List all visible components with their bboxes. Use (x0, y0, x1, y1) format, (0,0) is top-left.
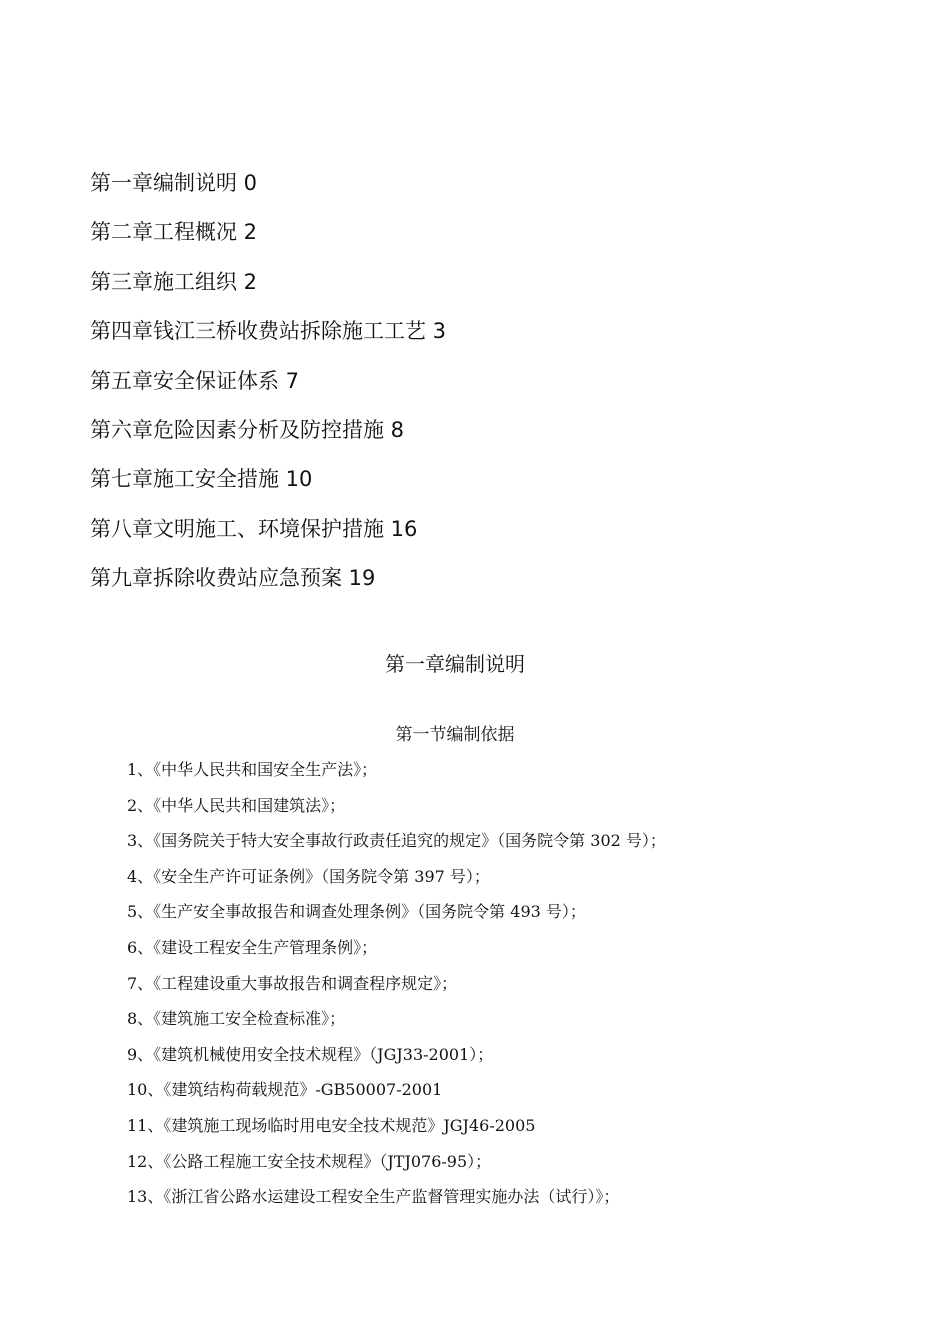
reference-item: 12、《公路工程施工安全技术规程》（JTJ076-95）； (127, 1151, 492, 1171)
toc-item: 第八章文明施工、环境保护措施 16 (90, 516, 418, 541)
reference-item: 10、《建筑结构荷载规范》-GB50007-2001 (127, 1080, 443, 1100)
reference-list (127, 756, 666, 1219)
toc-item: 第七章施工安全措施 10 (90, 467, 313, 492)
toc-item: 第六章危险因素分析及防控措施 8 (90, 417, 405, 442)
reference-item: 3、《国务院关于特大安全事故行政责任追究的规定》（国务院令第 302 号）； (127, 831, 666, 851)
reference-item: 7、《工程建设重大事故报告和调查程序规定》； (127, 973, 458, 993)
reference-item: 11、《建筑施工现场临时用电安全技术规范》JGJ46-2005 (127, 1115, 536, 1135)
reference-item: 1、《中华人民共和国安全生产法》； (127, 760, 378, 779)
section-title: 第一节编制依据 (395, 725, 515, 745)
reference-item: 4、《安全生产许可证条例》（国务院令第 397 号）； (127, 866, 490, 886)
toc-item: 第二章工程概况 2 (90, 220, 258, 245)
reference-item: 13、《浙江省公路水运建设工程安全生产监督管理实施办法（试行）》； (127, 1187, 620, 1207)
toc-item: 第一章编制说明 0 (90, 171, 258, 195)
toc-item: 第九章拆除收费站应急预案 19 (90, 566, 376, 591)
reference-item: 8、《建筑施工安全检查标准》； (127, 1009, 346, 1029)
toc-item: 第四章钱江三桥收费站拆除施工工艺 3 (90, 319, 447, 344)
reference-item: 9、《建筑机械使用安全技术规程》（JGJ33-2001）； (127, 1044, 494, 1064)
reference-item: 2、《中华人民共和国建筑法》； (127, 795, 346, 815)
toc-item: 第三章施工组织 2 (90, 269, 258, 294)
reference-item: 6、《建设工程安全生产管理条例》； (127, 937, 378, 957)
toc-item: 第五章安全保证体系 7 (90, 368, 300, 393)
table-of-contents (90, 164, 446, 609)
chapter-title: 第一章编制说明 (385, 652, 525, 676)
reference-item: 5、《生产安全事故报告和调查处理条例》（国务院令第 493 号）； (127, 902, 586, 922)
